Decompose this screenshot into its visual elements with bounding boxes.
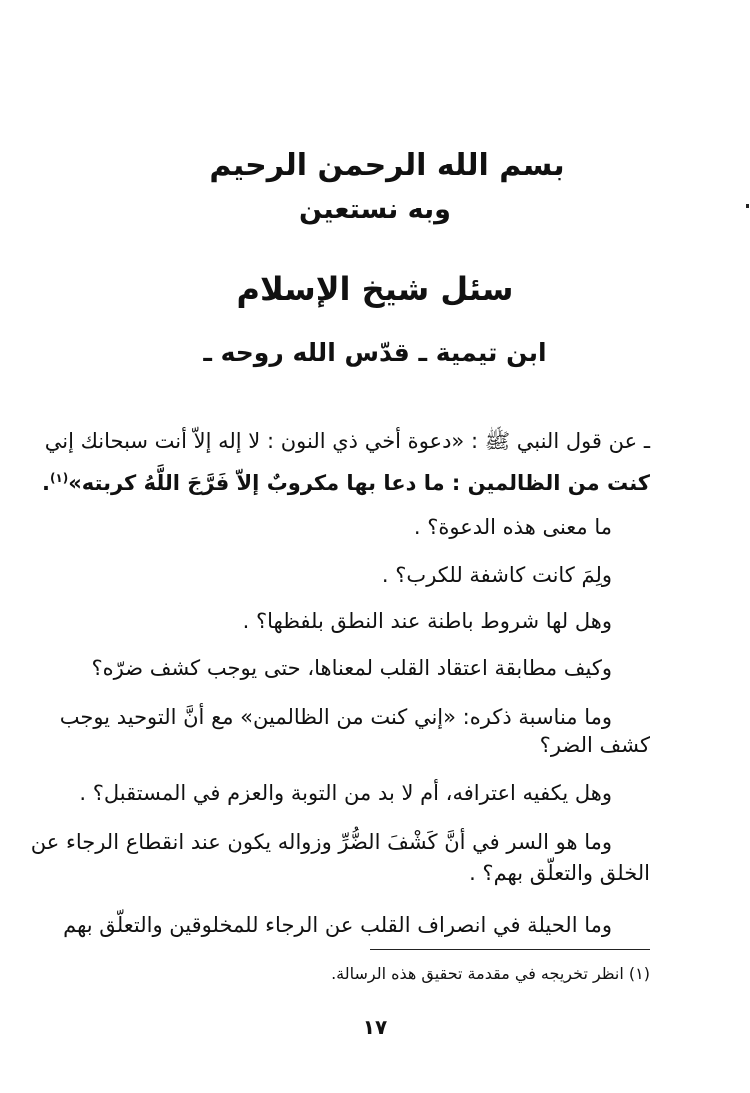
- hadith-text: كنت من الظالمين : ما دعا بها مكروبٌ إلاّ فَرَّجَ اللَّهُ كربته»: [68, 471, 650, 495]
- body-line-1: ـ عن قول النبي ﷺ : «دعوة أخي ذي النون : لا إله إلاّ أنت سبحانك إني: [44, 429, 650, 453]
- body-line-2: [41, 463, 650, 498]
- basmala-heading: [0, 148, 750, 183]
- nastaeen-heading: وبه نستعين: [299, 194, 451, 225]
- body-line-12: وما الحيلة في انصراف القلب عن الرجاء للمخلوقين والتعلّق بهم: [63, 913, 612, 937]
- footnote: (١) انظر تخريجه في مقدمة تحقيق هذه الرسالة.: [331, 964, 650, 983]
- page-subtitle: ابن تيمية ـ قدّس الله روحه ـ: [203, 338, 547, 367]
- body-line-11: الخلق والتعلّق بهم؟ .: [469, 861, 650, 885]
- body-line-10: وما هو السر في أنَّ كَشْفَ الضُّرِّ وزواله يكون عند انقطاع الرجاء عن: [30, 830, 612, 854]
- page-number: ١٧: [362, 1015, 388, 1039]
- body-line-4: ولِمَ كانت كاشفة للكرب؟ .: [381, 563, 612, 587]
- body-line-6: وكيف مطابقة اعتقاد القلب لمعناها، حتى يوجب كشف ضرّه؟: [91, 656, 612, 680]
- body-line-5: وهل لها شروط باطنة عند النطق بلفظها؟ .: [242, 609, 612, 633]
- page-title: سئل شيخ الإسلام: [236, 270, 514, 308]
- footnote-reference: (١): [49, 471, 69, 485]
- body-line-3: ما معنى هذه الدعوة؟ .: [413, 515, 612, 539]
- line-end-punctuation: .: [41, 471, 50, 495]
- body-line-8: كشف الضر؟: [539, 733, 650, 757]
- footnote-separator: [370, 949, 650, 950]
- body-line-9: وهل يكفيه اعترافه، أم لا بد من التوبة والعزم في المستقبل؟ .: [79, 781, 612, 805]
- scan-edge-mark: [746, 204, 749, 208]
- body-line-7: وما مناسبة ذكره: «إني كنت من الظالمين» مع أنَّ التوحيد يوجب: [59, 705, 612, 729]
- basmala-text: بسم الله الرحمن الرحيم: [209, 148, 565, 183]
